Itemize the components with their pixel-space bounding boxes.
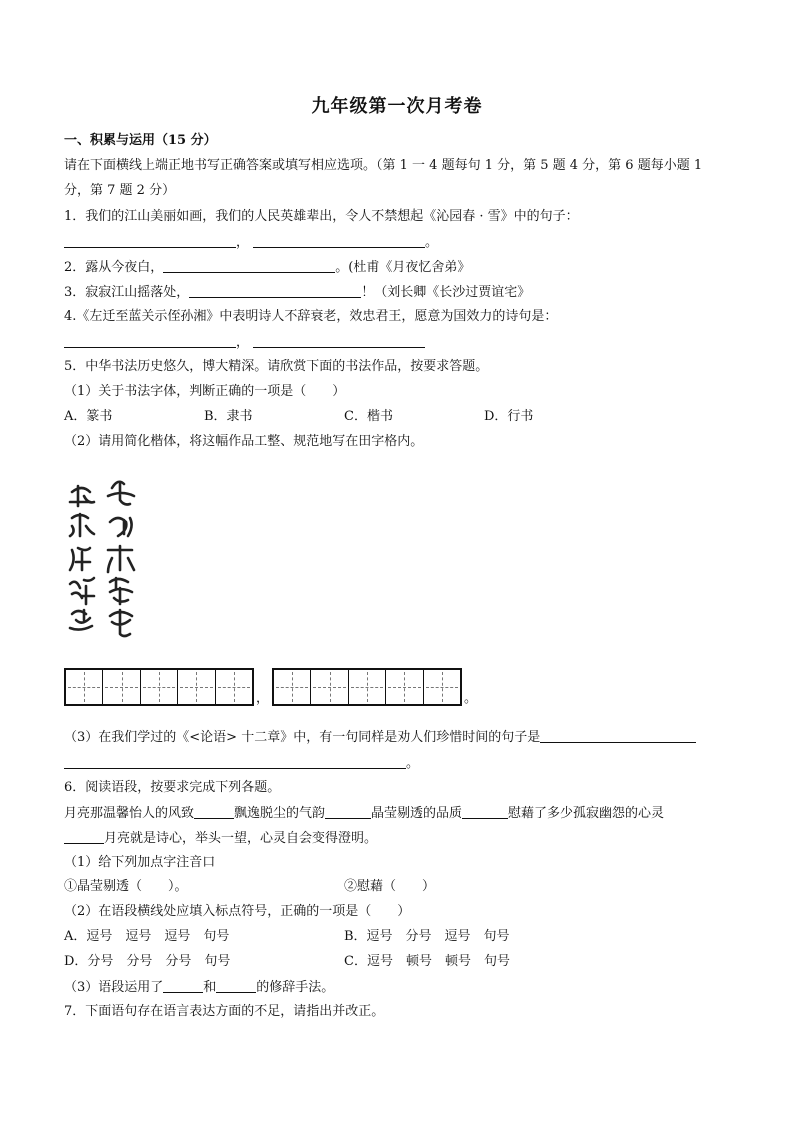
grid-cell[interactable] (386, 670, 423, 704)
answer-blank[interactable] (253, 233, 425, 248)
question-5-sub-2: （2）请用简化楷体，将这幅作品工整、规范地写在田字格内。 (64, 434, 424, 449)
answer-blank[interactable] (64, 333, 236, 348)
answer-blank[interactable] (163, 978, 203, 993)
option-b[interactable]: B．逗号 分号 逗号 句号 (344, 929, 510, 944)
question-6: 6．阅读语段，按要求完成下列各题。 (64, 780, 281, 795)
grid-cell[interactable] (424, 670, 460, 704)
option-d[interactable]: D．行书 (484, 409, 534, 424)
answer-blank[interactable] (253, 333, 425, 348)
question-6-sub-3: （3）语段运用了 和 的修辞手法。 (64, 980, 335, 995)
answer-blank[interactable] (540, 728, 696, 743)
question-3: 3．寂寂江山摇落处， ！（刘长卿《长沙过贾谊宅》 (64, 285, 531, 300)
question-5-sub-3: （3）在我们学过的《<论语> 十二章》中，有一句同样是劝人们珍惜时间的句子是 (64, 728, 696, 747)
grid-cell[interactable] (103, 670, 140, 704)
pinyin-item-2[interactable]: ②慰藉（ ） (344, 879, 436, 894)
punctuation-blank[interactable] (462, 804, 508, 819)
pinyin-item-1[interactable]: ①晶莹剔透（ ）。 (64, 879, 188, 894)
answer-blank[interactable] (216, 978, 256, 993)
passage-line-1: 月亮那温馨怡人的风致 飘逸脱尘的气韵 晶莹剔透的品质 慰藉了多少孤寂幽怨的心灵 (64, 806, 665, 821)
grid-cell[interactable] (349, 670, 386, 704)
tianzige-grid-2 (272, 668, 462, 706)
calligraphy-image (64, 470, 142, 638)
question-7: 7．下面语句存在语言表达方面的不足，请指出并改正。 (64, 1004, 385, 1019)
page-title: 九年级第一次月考卷 (311, 96, 483, 117)
question-2: 2．露从今夜白， 。(杜甫《月夜忆舍弟》 (64, 260, 471, 275)
grid-cell[interactable] (178, 670, 215, 704)
grid-comma: ， (256, 691, 270, 706)
question-1: 1．我们的江山美丽如画，我们的人民英雄辈出，令人不禁想起《沁园春 · 雪》中的句子： (64, 209, 579, 224)
option-a[interactable]: A．篆书 (64, 409, 113, 424)
question-1-answer-line: ， 。 (64, 233, 438, 252)
tianzige-grid-1 (64, 668, 254, 706)
instructions-line-2: 分，第 7 题 2 分） (64, 183, 176, 198)
answer-blank[interactable] (64, 754, 406, 769)
section-heading: 一、积累与运用（15 分） (64, 133, 217, 148)
option-d[interactable]: D．分号 分号 分号 句号 (64, 954, 231, 969)
question-4-answer-line: ， (64, 333, 425, 352)
question-5-sub-3-line-2: 。 (64, 754, 419, 773)
question-5-sub-1: （1）关于书法字体，判断正确的一项是（ ） (64, 384, 346, 399)
question-6-sub-2: （2）在语段横线处应填入标点符号，正确的一项是（ ） (64, 904, 411, 919)
grid-cell[interactable] (141, 670, 178, 704)
grid-period: 。 (464, 691, 478, 706)
option-b[interactable]: B．隶书 (204, 409, 253, 424)
option-c[interactable]: C．逗号 顿号 顿号 句号 (344, 954, 510, 969)
passage-line-2: 月亮就是诗心，举头一望，心灵自会变得澄明。 (64, 829, 377, 848)
option-c[interactable]: C．楷书 (344, 409, 393, 424)
instructions-line-1: 请在下面横线上端正地书写正确答案或填写相应选项。（第 1 一 4 题每句 1 分，第 5 题 4 分，第 6 题每小题 1 (64, 158, 703, 173)
answer-blank[interactable] (189, 283, 361, 298)
question-4: 4.《左迁至蓝关示侄孙湘》中表明诗人不辞衰老，效忠君王，愿意为国效力的诗句是： (64, 309, 558, 324)
grid-cell[interactable] (274, 670, 311, 704)
answer-blank[interactable] (163, 258, 335, 273)
grid-cell[interactable] (311, 670, 348, 704)
question-5: 5．中华书法历史悠久，博大精深。请欣赏下面的书法作品，按要求答题。 (64, 359, 489, 374)
answer-blank[interactable] (64, 233, 236, 248)
punctuation-blank[interactable] (325, 804, 371, 819)
option-a[interactable]: A．逗号 逗号 逗号 句号 (64, 929, 230, 944)
punctuation-blank[interactable] (194, 804, 234, 819)
grid-cell[interactable] (66, 670, 103, 704)
question-6-sub-1: （1）给下列加点字注音口 (64, 855, 216, 870)
grid-cell[interactable] (216, 670, 252, 704)
punctuation-blank[interactable] (64, 829, 104, 844)
